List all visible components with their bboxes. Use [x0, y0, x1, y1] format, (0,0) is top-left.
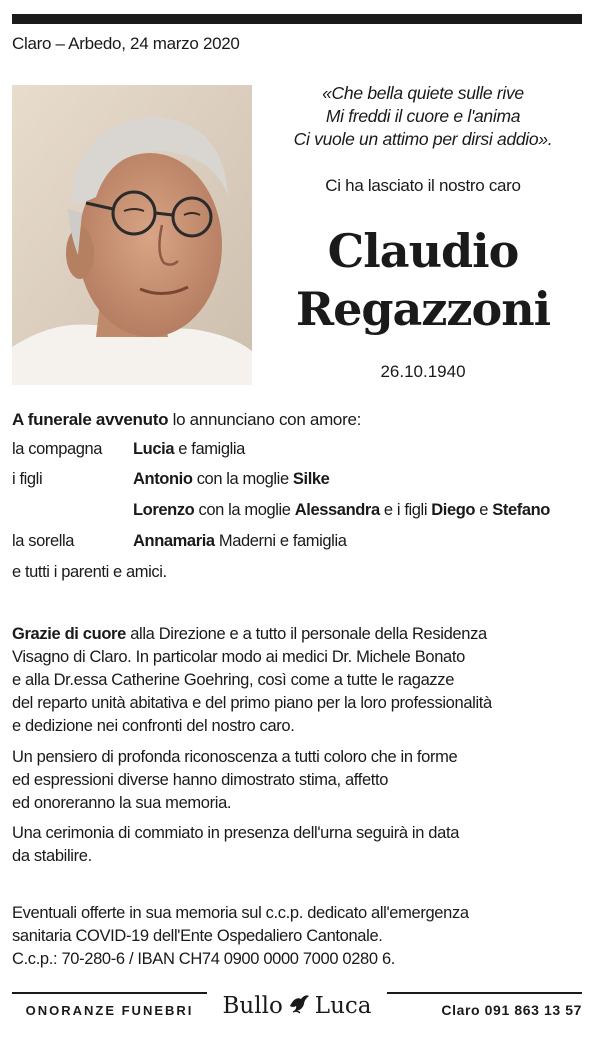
gratitude-line: Un pensiero di profonda riconoscenza a tutti coloro che in forme	[12, 748, 458, 766]
announcement	[12, 410, 361, 430]
thanks-paragraph	[12, 623, 590, 738]
donations-line: sanitaria COVID-19 dell'Ente Ospedaliero Cantonale.	[12, 927, 383, 945]
dove-icon	[287, 992, 311, 1022]
family-name: Lorenzo	[133, 501, 195, 519]
quote-line: Ci vuole un attimo per dirsi addio».	[293, 129, 553, 149]
family-relation: i figli	[12, 470, 43, 488]
funeral-home-brand	[207, 992, 387, 1022]
family-connector: con la moglie	[192, 470, 293, 488]
place-date: Claro – Arbedo, 24 marzo 2020	[12, 34, 240, 53]
thanks-line: del reparto unità abitativa e del primo piano per la loro professionalità	[12, 694, 492, 712]
thanks-lead: Grazie di cuore	[12, 625, 126, 643]
family-row	[12, 470, 329, 489]
family-name: Lucia	[133, 440, 175, 458]
donations-line: Eventuali offerte in sua memoria sul c.c.p. dedicato all'emergenza	[12, 904, 469, 922]
first-name: Claudio	[327, 224, 519, 278]
footer-rule-right	[387, 992, 582, 994]
brand-first: Bullo	[222, 993, 283, 1019]
ceremony-paragraph	[12, 822, 590, 868]
donations-line: C.c.p.: 70-280-6 / IBAN CH74 0900 0000 7000 0280 6.	[12, 950, 396, 968]
family-relation: la sorella	[12, 532, 75, 550]
birth-date: 26.10.1940	[380, 362, 466, 381]
donations-paragraph	[12, 902, 590, 971]
family-row	[12, 532, 346, 551]
intro-text: Ci ha lasciato il nostro caro	[325, 176, 521, 195]
family-child: Stefano	[492, 501, 550, 519]
ceremony-line: Una cerimonia di commiato in presenza dell'urna seguirà in data	[12, 824, 460, 842]
family-spouse: Silke	[292, 470, 330, 488]
closing-line: e tutti i parenti e amici.	[12, 563, 167, 581]
gratitude-line: ed onoreranno la sua memoria.	[12, 794, 232, 812]
last-name: Regazzoni	[295, 282, 551, 336]
family-row	[12, 440, 245, 459]
family-rest: e famiglia	[174, 440, 245, 458]
top-divider-bar	[12, 14, 582, 24]
deceased-name	[264, 222, 582, 338]
family-row	[12, 501, 550, 520]
thanks-line: e dedizione nei confronti del nostro caro.	[12, 717, 295, 735]
announcement-lead: A funerale avvenuto	[12, 410, 169, 429]
funeral-home-footer	[12, 992, 582, 1032]
ceremony-line: da stabilire.	[12, 847, 92, 865]
announcement-rest: lo annunciano con amore:	[168, 410, 362, 429]
family-child: Diego	[431, 501, 476, 519]
footer-rule-left	[12, 992, 207, 994]
family-name: Annamaria	[133, 532, 215, 550]
family-spouse: Alessandra	[294, 501, 380, 519]
gratitude-line: ed espressioni diverse hanno dimostrato stima, affetto	[12, 771, 389, 789]
family-name: Antonio	[133, 470, 193, 488]
family-connector: e	[475, 501, 493, 519]
family-connector: con la moglie	[194, 501, 295, 519]
family-rest: Maderni e famiglia	[214, 532, 347, 550]
family-relation: la compagna	[12, 440, 103, 458]
quote	[264, 82, 582, 151]
brand-second: Luca	[314, 993, 372, 1019]
footer-contact: Claro 091 863 13 57	[441, 1002, 582, 1018]
thanks-line: Visagno di Claro. In particolar modo ai medici Dr. Michele Bonato	[12, 648, 465, 666]
thanks-line: alla Direzione e a tutto il personale della Residenza	[125, 625, 487, 643]
portrait-photo	[12, 85, 252, 385]
thanks-line: e alla Dr.essa Catherine Goehring, così come a tutte le ragazze	[12, 671, 455, 689]
quote-line: «Che bella quiete sulle rive	[322, 83, 524, 103]
family-connector: e i figli	[379, 501, 432, 519]
gratitude-paragraph	[12, 746, 590, 815]
footer-label: ONORANZE FUNEBRI	[25, 1003, 194, 1018]
quote-line: Mi freddi il cuore e l'anima	[325, 106, 521, 126]
